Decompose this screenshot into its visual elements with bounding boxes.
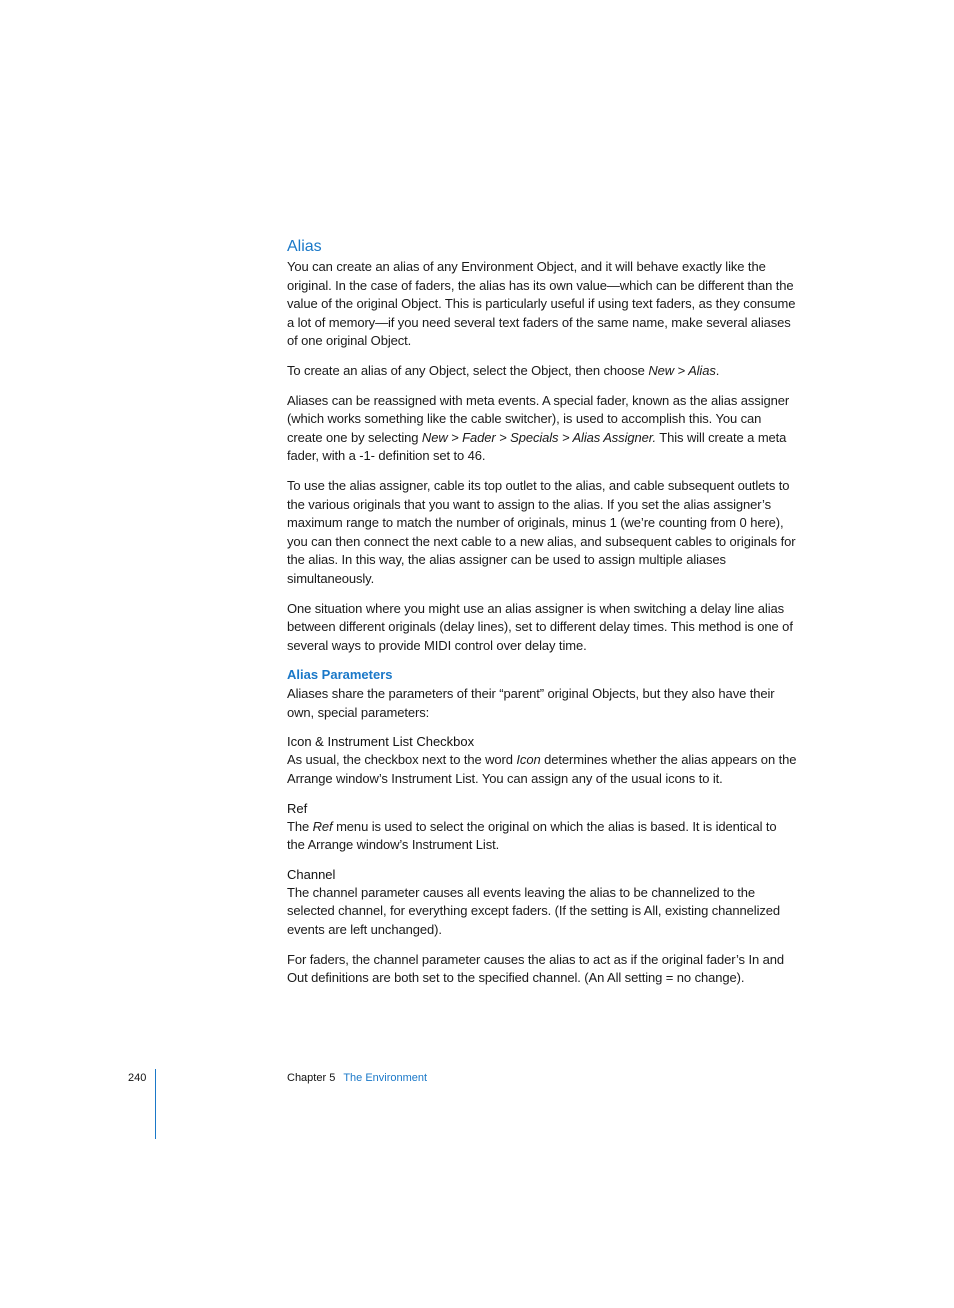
text-run: . <box>715 362 720 378</box>
text-run: Aliases can be reassigned with meta events. A special fader, known as the alias assigner (which works something like the cable switcher), is used to accomplish this. You can create one by selecting <box>287 392 790 445</box>
chapter-label: Chapter 5 <box>287 1072 336 1084</box>
term: Ref <box>312 818 333 834</box>
text-run: This will create a meta fader, with a -1- definition set to 46. <box>287 429 787 464</box>
text-run: menu is used to select the original on which the alias is based. It is identical to the Arrange window’s Instrument List. <box>287 818 777 853</box>
text-run: The <box>287 818 313 834</box>
param-title-channel: Channel <box>287 866 336 882</box>
param-text-channel-1: The channel parameter causes all events leaving the alias to be channelized to the selected channel, for everything except faders. (If the setting is All, existing channelized events are left unchanged). <box>287 884 781 938</box>
param-text-icon <box>287 751 797 788</box>
subsection-title: Alias Parameters <box>287 667 393 683</box>
param-text-ref <box>287 818 797 855</box>
page-number: 240 <box>128 1072 147 1084</box>
text-run: To create an alias of any Object, select the Object, then choose <box>287 362 649 378</box>
paragraph-delay-line: One situation where you might use an alias assigner is when switching a delay line alias between different originals (delay lines), set to different delay times. This method is one of several ways to provide MIDI control over delay time. <box>287 600 793 653</box>
param-channel-section <box>287 866 797 988</box>
paragraph-create-alias <box>287 362 797 381</box>
param-icon-section <box>287 733 797 788</box>
menu-path: New > Fader > Specials > Alias Assigner. <box>421 429 657 445</box>
footer-chapter <box>287 1070 427 1086</box>
param-title-ref: Ref <box>287 800 308 816</box>
section-title: Alias <box>287 238 322 255</box>
page-content <box>287 236 797 999</box>
paragraph-alias-assigner: To use the alias assigner, cable its top outlet to the alias, and cable subsequent outlets to the various originals that you want to assign to the alias. If you set the alias assigner’s maximum range to match the number of originals, minus 1 (we’re counting from 0 here), you can then connect the next cable to a new alias, and subsequent cables to originals for the alias. In this way, the alias assigner can be used to assign multiple aliases simultaneously. <box>287 477 796 586</box>
term: Icon <box>516 752 541 768</box>
param-ref-section <box>287 800 797 855</box>
param-title-icon: Icon & Instrument List Checkbox <box>287 734 475 750</box>
text-run: As usual, the checkbox next to the word <box>287 752 517 768</box>
text-run: determines whether the alias appears on the Arrange window’s Instrument List. You can assign any of the usual icons to it. <box>287 752 797 787</box>
menu-path: New > Alias <box>648 362 716 378</box>
paragraph-alias-intro: You can create an alias of any Environment Object, and it will behave exactly like the original. In the case of faders, the alias has its own value—which can be different than the value of the original Object. This is particularly useful if using text faders, as they consume a lot of memory—if you need several text faders of the same name, make several aliases of one original Object. <box>287 259 796 349</box>
chapter-name: The Environment <box>343 1072 428 1084</box>
paragraph-reassign <box>287 392 797 466</box>
footer-divider <box>155 1069 156 1139</box>
paragraph-parameters-intro: Aliases share the parameters of their “parent” original Objects, but they also have their own, special parameters: <box>287 686 775 720</box>
param-text-channel-2: For faders, the channel parameter causes the alias to act as if the original fader’s In and Out definitions are both set to the specified channel. (An All setting = no change). <box>287 951 784 986</box>
